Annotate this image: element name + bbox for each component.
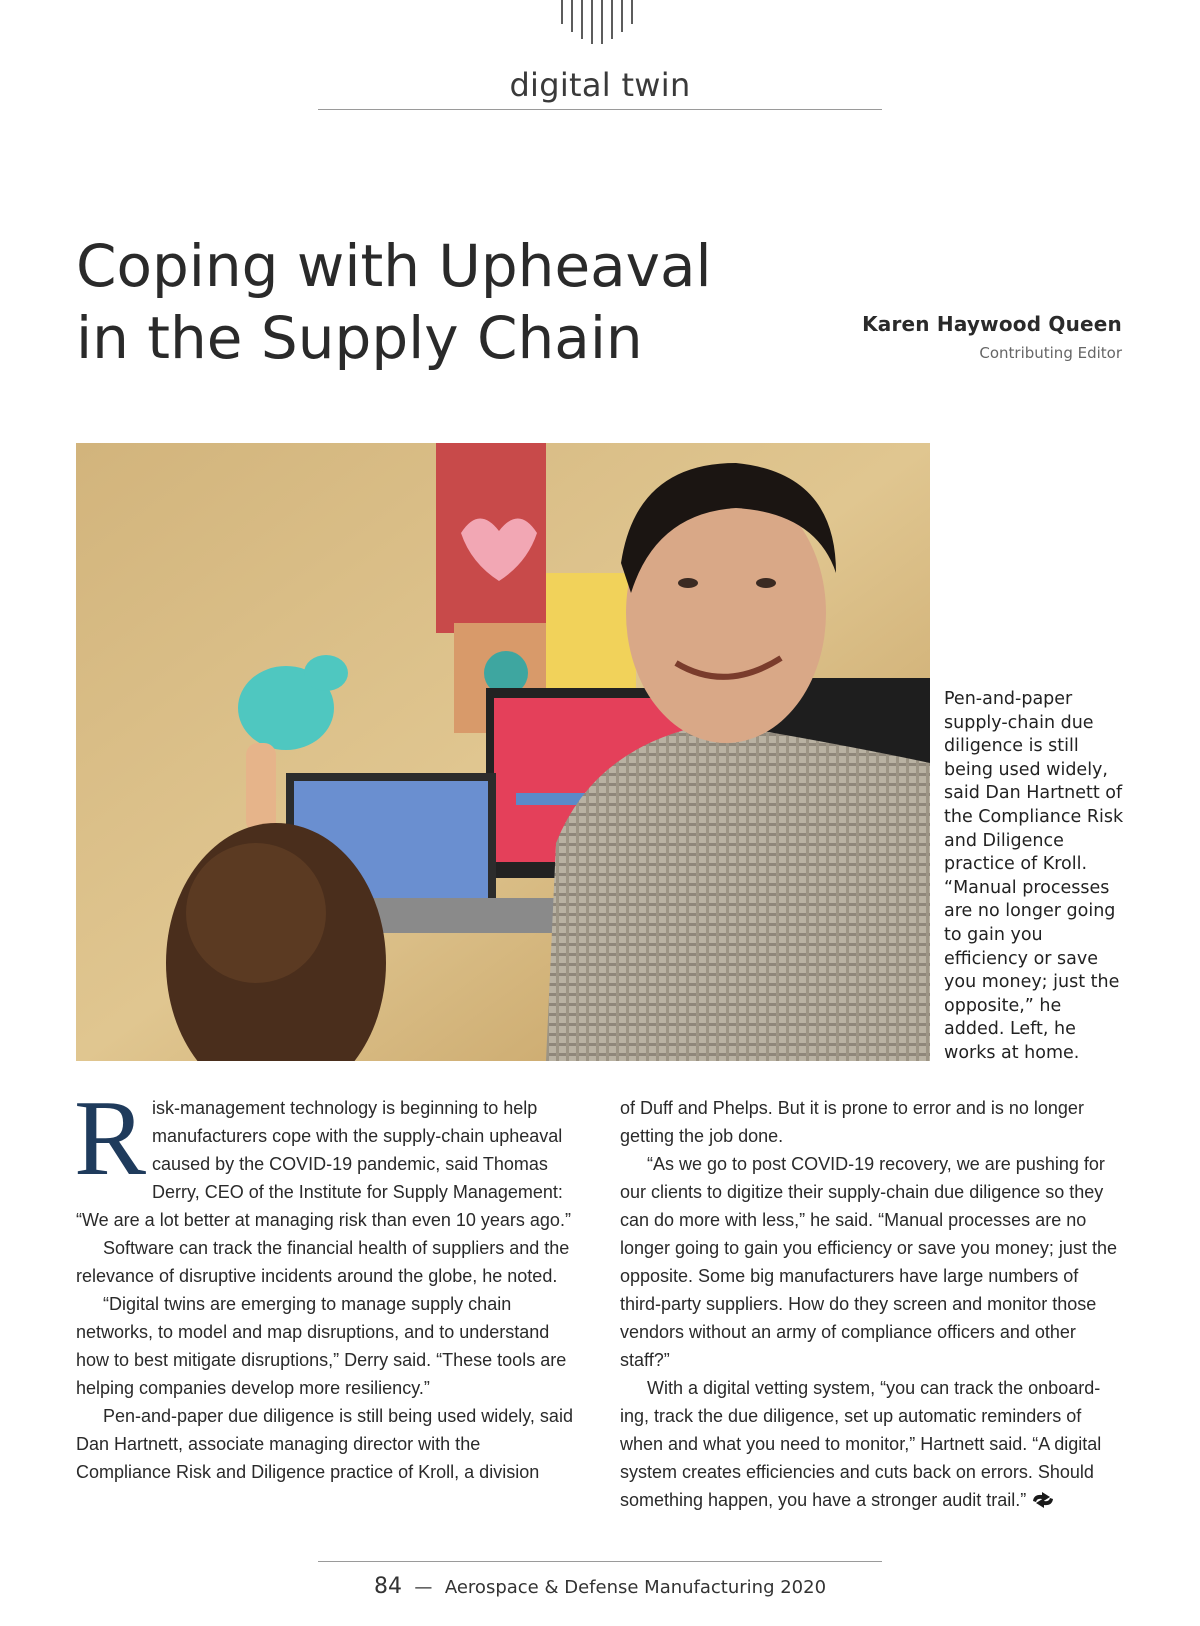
byline: [862, 312, 1122, 362]
article-headline: [76, 230, 836, 374]
header-lines-ornament-icon: [560, 0, 640, 46]
page-number: 84: [373, 1574, 402, 1599]
body-paragraph: Risk-management technology is beginning to help manufacturers cope with the supply-chain upheaval caused by the COVID-19 pandemic, said Thomas Derry, CEO of the Institute for Supply Management: “We are a lot better at managing risk than even 10 years ago.”: [74, 1079, 571, 1230]
footer-divider: [318, 1561, 882, 1562]
photo-man-at-home-office: [76, 443, 930, 1061]
body-paragraph: Pen-and-paper due diligence is still being used widely, said Dan Hartnett, associate managing director with the Compliance Risk and Diligence practice of Kroll, a division: [76, 1406, 573, 1482]
drop-cap: R: [74, 1079, 147, 1198]
body-column-right: [620, 1094, 1120, 1514]
headline-line-1: Coping with Upheaval: [76, 232, 712, 300]
caption-text: Pen-and-paper supply-chain due diligence is still being used widely, said Dan Hartnett of the Compliance Risk and Diligence practice of Kroll. “Manual processes are no longer going to gain you efficiency or save you money; just the opposite,” he added. Left, he works at home.: [944, 689, 1124, 1063]
body-paragraph: “Digital twins are emerging to manage supply chain networks, to model and map disruptions, and to understand how to best mitigate disruptions,” Derry said. “These tools are helping companies develop more resiliency.”: [76, 1294, 567, 1398]
body-paragraph: “As we go to post COVID-19 recovery, we are pushing for our clients to digitize their supply-chain due diligence so they can do more with less,” he said. “Manual processes are no longer going to gain you efficiency or save you money; just the opposite. Some big manufacturers have large numbers of third-party suppliers. How do they screen and monitor those vendors without an army of compliance officers and other staff?”: [620, 1154, 1117, 1370]
headline-line-2: in the Supply Chain: [76, 304, 643, 372]
body-paragraph: With a digital vetting system, “you can track the onboard-ing, track the due diligence, set up automatic reminders of when and what you need to monitor,” Hartnett said. “A digital system creates efficiencies and cuts back on errors. Should something happen, you have a stronger audit trail.”: [620, 1378, 1102, 1510]
author-name: Karen Haywood Queen: [862, 312, 1122, 336]
section-label: digital twin: [509, 66, 691, 104]
author-role: Contributing Editor: [979, 344, 1122, 362]
photo-caption: [944, 688, 1124, 1066]
body-column-left: [74, 1079, 576, 1486]
page-footer: [0, 1574, 1200, 1599]
body-paragraph: of Duff and Phelps. But it is prone to error and is no longer getting the job done.: [620, 1098, 1084, 1146]
footer-dash: —: [414, 1577, 433, 1598]
body-paragraph: Software can track the financial health of suppliers and the relevance of disruptive incidents around the globe, he noted.: [76, 1238, 570, 1286]
end-of-article-arrow-icon: [1030, 1492, 1056, 1508]
article-photo: [76, 443, 930, 1061]
header-divider: [318, 109, 882, 110]
publication-name: Aerospace & Defense Manufacturing 2020: [444, 1577, 827, 1598]
